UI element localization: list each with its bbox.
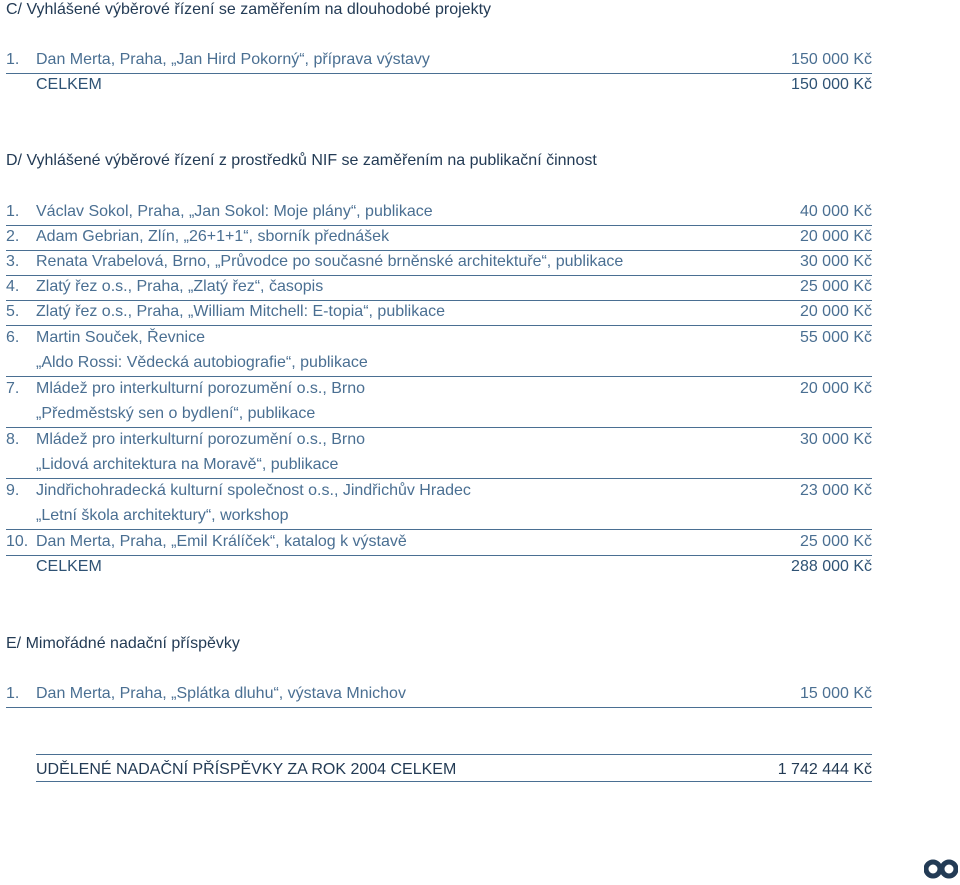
row-amount: 25 000 Kč — [799, 533, 872, 550]
section-d-row-7-sub — [6, 402, 872, 428]
total-label: CELKEM — [36, 558, 102, 575]
section-d-row-2 — [6, 225, 872, 251]
grand-total-label: UDĚLENÉ NADAČNÍ PŘÍSPĚVKY ZA ROK 2004 CELKEM — [36, 761, 457, 778]
section-d-row-8-sub — [6, 453, 872, 479]
grand-total-bottom-rule — [36, 781, 872, 782]
row-amount: 30 000 Kč — [799, 253, 872, 270]
row-subtext: „Předměstský sen o bydlení“, publikace — [36, 405, 316, 422]
row-number: 1. — [6, 685, 20, 702]
total-amount: 150 000 Kč — [791, 76, 872, 93]
total-label: CELKEM — [36, 76, 102, 93]
row-amount: 40 000 Kč — [799, 203, 872, 220]
section-d-row-10 — [6, 530, 872, 556]
row-amount: 30 000 Kč — [799, 431, 872, 448]
row-text: Renata Vrabelová, Brno, „Průvodce po současné brněnské architektuře“, publikace — [36, 253, 624, 270]
row-text: Dan Merta, Praha, „Emil Králíček“, katalog k výstavě — [36, 533, 407, 550]
section-c-row-1 — [6, 48, 872, 74]
row-number: 9. — [6, 482, 20, 499]
row-text: Zlatý řez o.s., Praha, „William Mitchell: E-topia“, publikace — [36, 303, 446, 320]
row-text: Jindřichohradecká kulturní společnost o.s., Jindřichův Hradec — [36, 482, 471, 499]
section-c-heading: C/ Vyhlášené výběrové řízení se zaměřením na dlouhodobé projekty — [6, 1, 492, 18]
row-text: Mládež pro interkulturní porozumění o.s., Brno — [36, 380, 366, 397]
row-number: 4. — [6, 278, 20, 295]
row-amount: 20 000 Kč — [799, 380, 872, 397]
row-text: Martin Souček, Řevnice — [36, 329, 205, 346]
row-text: Adam Gebrian, Zlín, „26+1+1“, sborník přednášek — [36, 228, 390, 245]
grand-total-row — [6, 758, 872, 783]
row-number: 1. — [6, 203, 20, 220]
row-amount: 150 000 Kč — [791, 51, 872, 68]
row-subtext: „Aldo Rossi: Vědecká autobiografie“, publikace — [36, 354, 368, 371]
row-amount: 55 000 Kč — [799, 329, 872, 346]
section-d-heading: D/ Vyhlášené výběrové řízení z prostředků NIF se zaměřením na publikační činnost — [6, 152, 597, 169]
section-d-row-1 — [6, 200, 872, 226]
row-text: Mládež pro interkulturní porozumění o.s., Brno — [36, 431, 366, 448]
row-amount: 23 000 Kč — [799, 482, 872, 499]
row-number: 2. — [6, 228, 20, 245]
section-d-row-5 — [6, 300, 872, 326]
section-e-row-1 — [6, 682, 872, 708]
section-d-row-9-sub — [6, 504, 872, 530]
section-d-row-3 — [6, 250, 872, 276]
row-subtext: „Lidová architektura na Moravě“, publikace — [36, 456, 339, 473]
grand-total-amount: 1 742 444 Kč — [777, 761, 872, 778]
row-number: 10. — [6, 533, 29, 550]
row-text: Dan Merta, Praha, „Jan Hird Pokorný“, příprava výstavy — [36, 51, 430, 68]
section-d-row-6 — [6, 326, 872, 351]
section-c-total — [6, 73, 872, 98]
section-d-row-7 — [6, 377, 872, 402]
row-number: 6. — [6, 329, 20, 346]
row-text: Dan Merta, Praha, „Splátka dluhu“, výstava Mnichov — [36, 685, 406, 702]
row-amount: 15 000 Kč — [799, 685, 872, 702]
grand-total-top-rule — [36, 754, 872, 755]
section-d-row-8 — [6, 428, 872, 453]
page-number — [924, 858, 958, 880]
section-d-row-6-sub — [6, 351, 872, 377]
row-number: 1. — [6, 51, 20, 68]
row-number: 5. — [6, 303, 20, 320]
row-number: 8. — [6, 431, 20, 448]
row-subtext: „Letní škola architektury“, workshop — [36, 507, 289, 524]
row-text: Zlatý řez o.s., Praha, „Zlatý řez“, časopis — [36, 278, 324, 295]
section-d-row-4 — [6, 275, 872, 301]
row-amount: 20 000 Kč — [799, 228, 872, 245]
row-number: 7. — [6, 380, 20, 397]
row-number: 3. — [6, 253, 20, 270]
page-number-glyph — [924, 858, 958, 880]
row-text: Václav Sokol, Praha, „Jan Sokol: Moje plány“, publikace — [36, 203, 433, 220]
total-amount: 288 000 Kč — [791, 558, 872, 575]
section-e-heading: E/ Mimořádné nadační příspěvky — [6, 635, 240, 652]
row-amount: 25 000 Kč — [799, 278, 872, 295]
row-amount: 20 000 Kč — [799, 303, 872, 320]
section-d-total — [6, 555, 872, 580]
section-d-row-9 — [6, 479, 872, 504]
